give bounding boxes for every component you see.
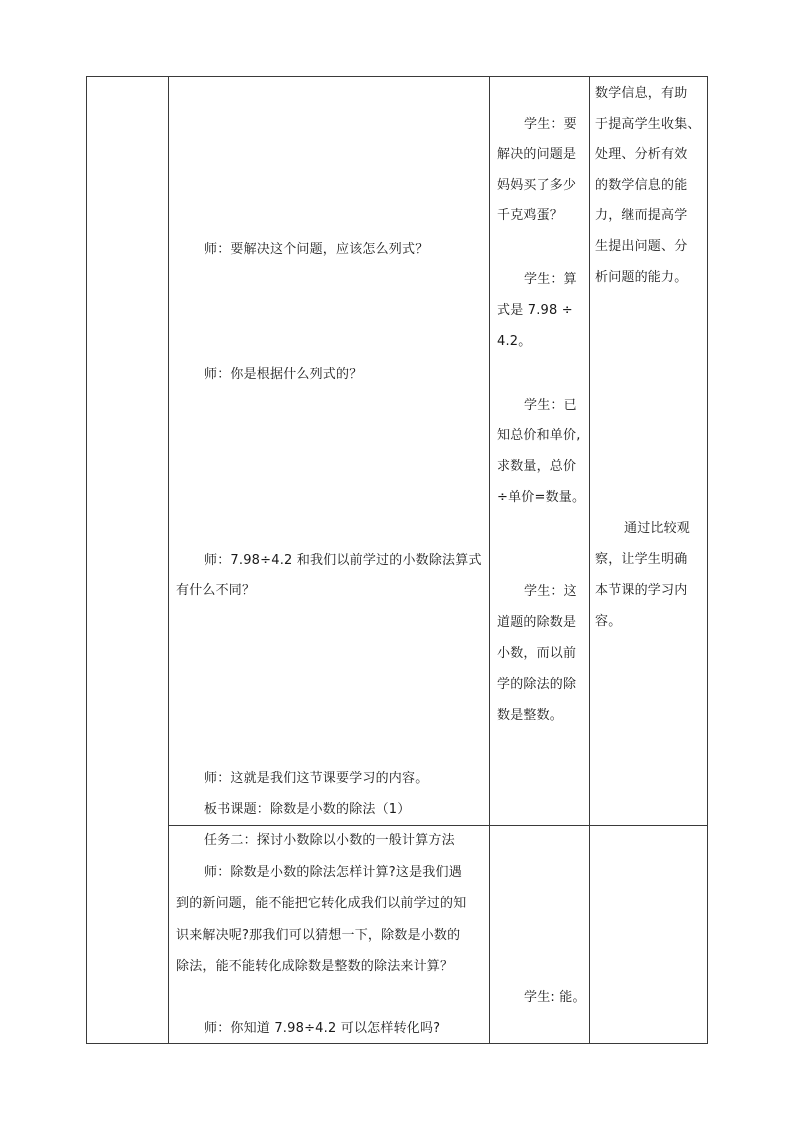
intent-1-line: 于提高学生收集、 bbox=[595, 117, 701, 132]
student-answer-2-line: 式是 7.98 ÷ bbox=[497, 303, 573, 318]
student-answer-4-line: 数是整数。 bbox=[497, 708, 564, 723]
student-answer-1-line: 学生：要 bbox=[524, 117, 577, 132]
table-top-border bbox=[86, 76, 708, 77]
column-divider-2 bbox=[489, 76, 490, 1044]
student-answer-4-line: 道题的除数是 bbox=[497, 615, 577, 630]
student-answer-3-line: 知总价和单价, bbox=[497, 428, 581, 443]
student-answer-3-line: 学生：已 bbox=[524, 398, 577, 413]
task2-title: 任务二：探讨小数除以小数的一般计算方法 bbox=[204, 833, 455, 848]
teacher-question-convert: 师：你知道 7.98÷4.2 可以怎样转化吗? bbox=[204, 1021, 441, 1036]
student-answer-1-line: 解决的问题是 bbox=[497, 147, 577, 162]
teacher-paragraph-line1: 师：除数是小数的除法怎样计算?这是我们遇 bbox=[204, 865, 462, 880]
intent-2-line: 容。 bbox=[595, 614, 622, 629]
teacher-question-formula: 师：要解决这个问题，应该怎么列式？ bbox=[204, 242, 429, 257]
teacher-question-reason: 师：你是根据什么列式的？ bbox=[204, 367, 363, 382]
teacher-paragraph-line2: 到的新问题，能不能把它转化成我们以前学过的知 bbox=[176, 896, 467, 911]
column-divider-1 bbox=[168, 76, 169, 1044]
intent-2-line: 察，让学生明确 bbox=[595, 552, 688, 567]
student-answer-1-line: 千克鸡蛋？ bbox=[497, 208, 564, 223]
teacher-question-difference-line1: 师：7.98÷4.2 和我们以前学过的小数除法算式 bbox=[204, 553, 482, 568]
student-answer-4-line: 小数，而以前 bbox=[497, 646, 577, 661]
teacher-statement-content: 师：这就是我们这节课要学习的内容。 bbox=[204, 771, 429, 786]
column-divider-3 bbox=[589, 76, 590, 1044]
student-answer-3-line: 求数量，总价 bbox=[497, 459, 577, 474]
student-answer-5: 学生: 能。 bbox=[524, 990, 586, 1005]
table-left-border bbox=[86, 76, 87, 1044]
intent-1-line: 处理、分析有效 bbox=[595, 147, 688, 162]
row-divider bbox=[168, 825, 708, 826]
student-answer-2-line: 学生：算 bbox=[524, 272, 577, 287]
student-answer-4-line: 学的除法的除 bbox=[497, 677, 577, 692]
student-answer-1-line: 妈妈买了多少 bbox=[497, 178, 577, 193]
student-answer-3-line: ÷单价=数量。 bbox=[497, 490, 586, 505]
table-bottom-border bbox=[86, 1043, 708, 1044]
intent-1-line: 生提出问题、分 bbox=[595, 239, 688, 254]
intent-2-line: 通过比较观 bbox=[624, 521, 691, 536]
table-right-border bbox=[707, 76, 708, 1044]
teacher-question-difference-line2: 有什么不同？ bbox=[176, 583, 256, 598]
intent-1-line: 数学信息，有助 bbox=[595, 86, 688, 101]
student-answer-4-line: 学生：这 bbox=[524, 584, 577, 599]
teacher-paragraph-line4: 除法，能不能转化成除数是整数的除法来计算？ bbox=[176, 959, 454, 974]
teacher-paragraph-line3: 识来解决呢?那我们可以猜想一下，除数是小数的 bbox=[176, 928, 461, 943]
intent-1-line: 析问题的能力。 bbox=[595, 270, 688, 285]
blackboard-title: 板书课题：除数是小数的除法（1） bbox=[204, 802, 411, 817]
intent-1-line: 力，继而提高学 bbox=[595, 208, 688, 223]
student-answer-2-line: 4.2。 bbox=[497, 334, 532, 349]
intent-1-line: 的数学信息的能 bbox=[595, 178, 688, 193]
intent-2-line: 本节课的学习内 bbox=[595, 583, 688, 598]
